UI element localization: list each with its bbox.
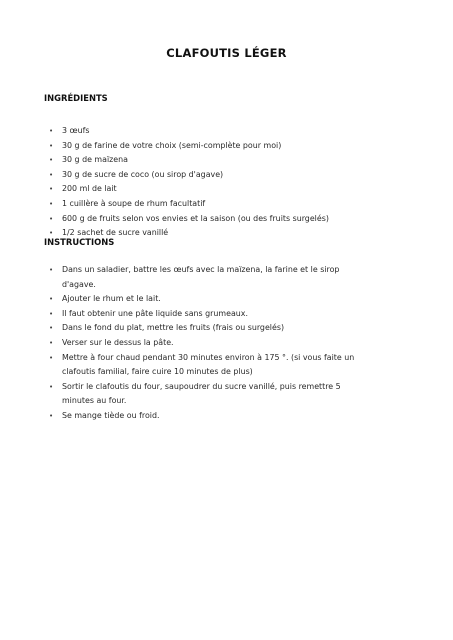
instruction-step: • Dans le fond du plat, mettre les fruits (frais ou surgelés) <box>44 321 374 336</box>
ingredient-item: • 600 g de fruits selon vos envies et la saison (ou des fruits surgelés) <box>44 212 374 227</box>
ingredient-item: • 1/2 sachet de sucre vanillé <box>44 226 374 241</box>
ingredient-item: • 30 g de farine de votre choix (semi-complète pour moi) <box>44 139 374 154</box>
document-title: CLAFOUTIS LÉGER <box>166 46 287 60</box>
instruction-step: • Il faut obtenir une pâte liquide sans grumeaux. <box>44 307 374 322</box>
instruction-step: • Se mange tiède ou froid. <box>44 409 374 424</box>
instructions-list <box>44 263 374 424</box>
ingredient-item: • 1 cuillère à soupe de rhum facultatif <box>44 197 374 212</box>
instruction-step: • Ajouter le rhum et le lait. <box>44 292 374 307</box>
ingredient-item: • 200 ml de lait <box>44 182 374 197</box>
ingredient-item: • 3 œufs <box>44 124 374 139</box>
instructions-heading: INSTRUCTIONS <box>44 237 115 247</box>
instruction-step: • Sortir le clafoutis du four, saupoudrer du sucre vanillé, puis remettre 5 minutes au four. <box>44 380 374 409</box>
instruction-step: • Dans un saladier, battre les œufs avec la maïzena, la farine et le sirop d'agave. <box>44 263 374 292</box>
instruction-step: • Verser sur le dessus la pâte. <box>44 336 374 351</box>
ingredient-item: • 30 g de sucre de coco (ou sirop d'agave) <box>44 168 374 183</box>
ingredients-heading: INGRÉDIENTS <box>44 93 108 103</box>
instruction-step: • Mettre à four chaud pendant 30 minutes environ à 175 °. (si vous faite un clafoutis familial, faire cuire 10 minutes de plus) <box>44 351 374 380</box>
ingredient-item: • 30 g de maïzena <box>44 153 374 168</box>
ingredients-list <box>44 124 374 241</box>
